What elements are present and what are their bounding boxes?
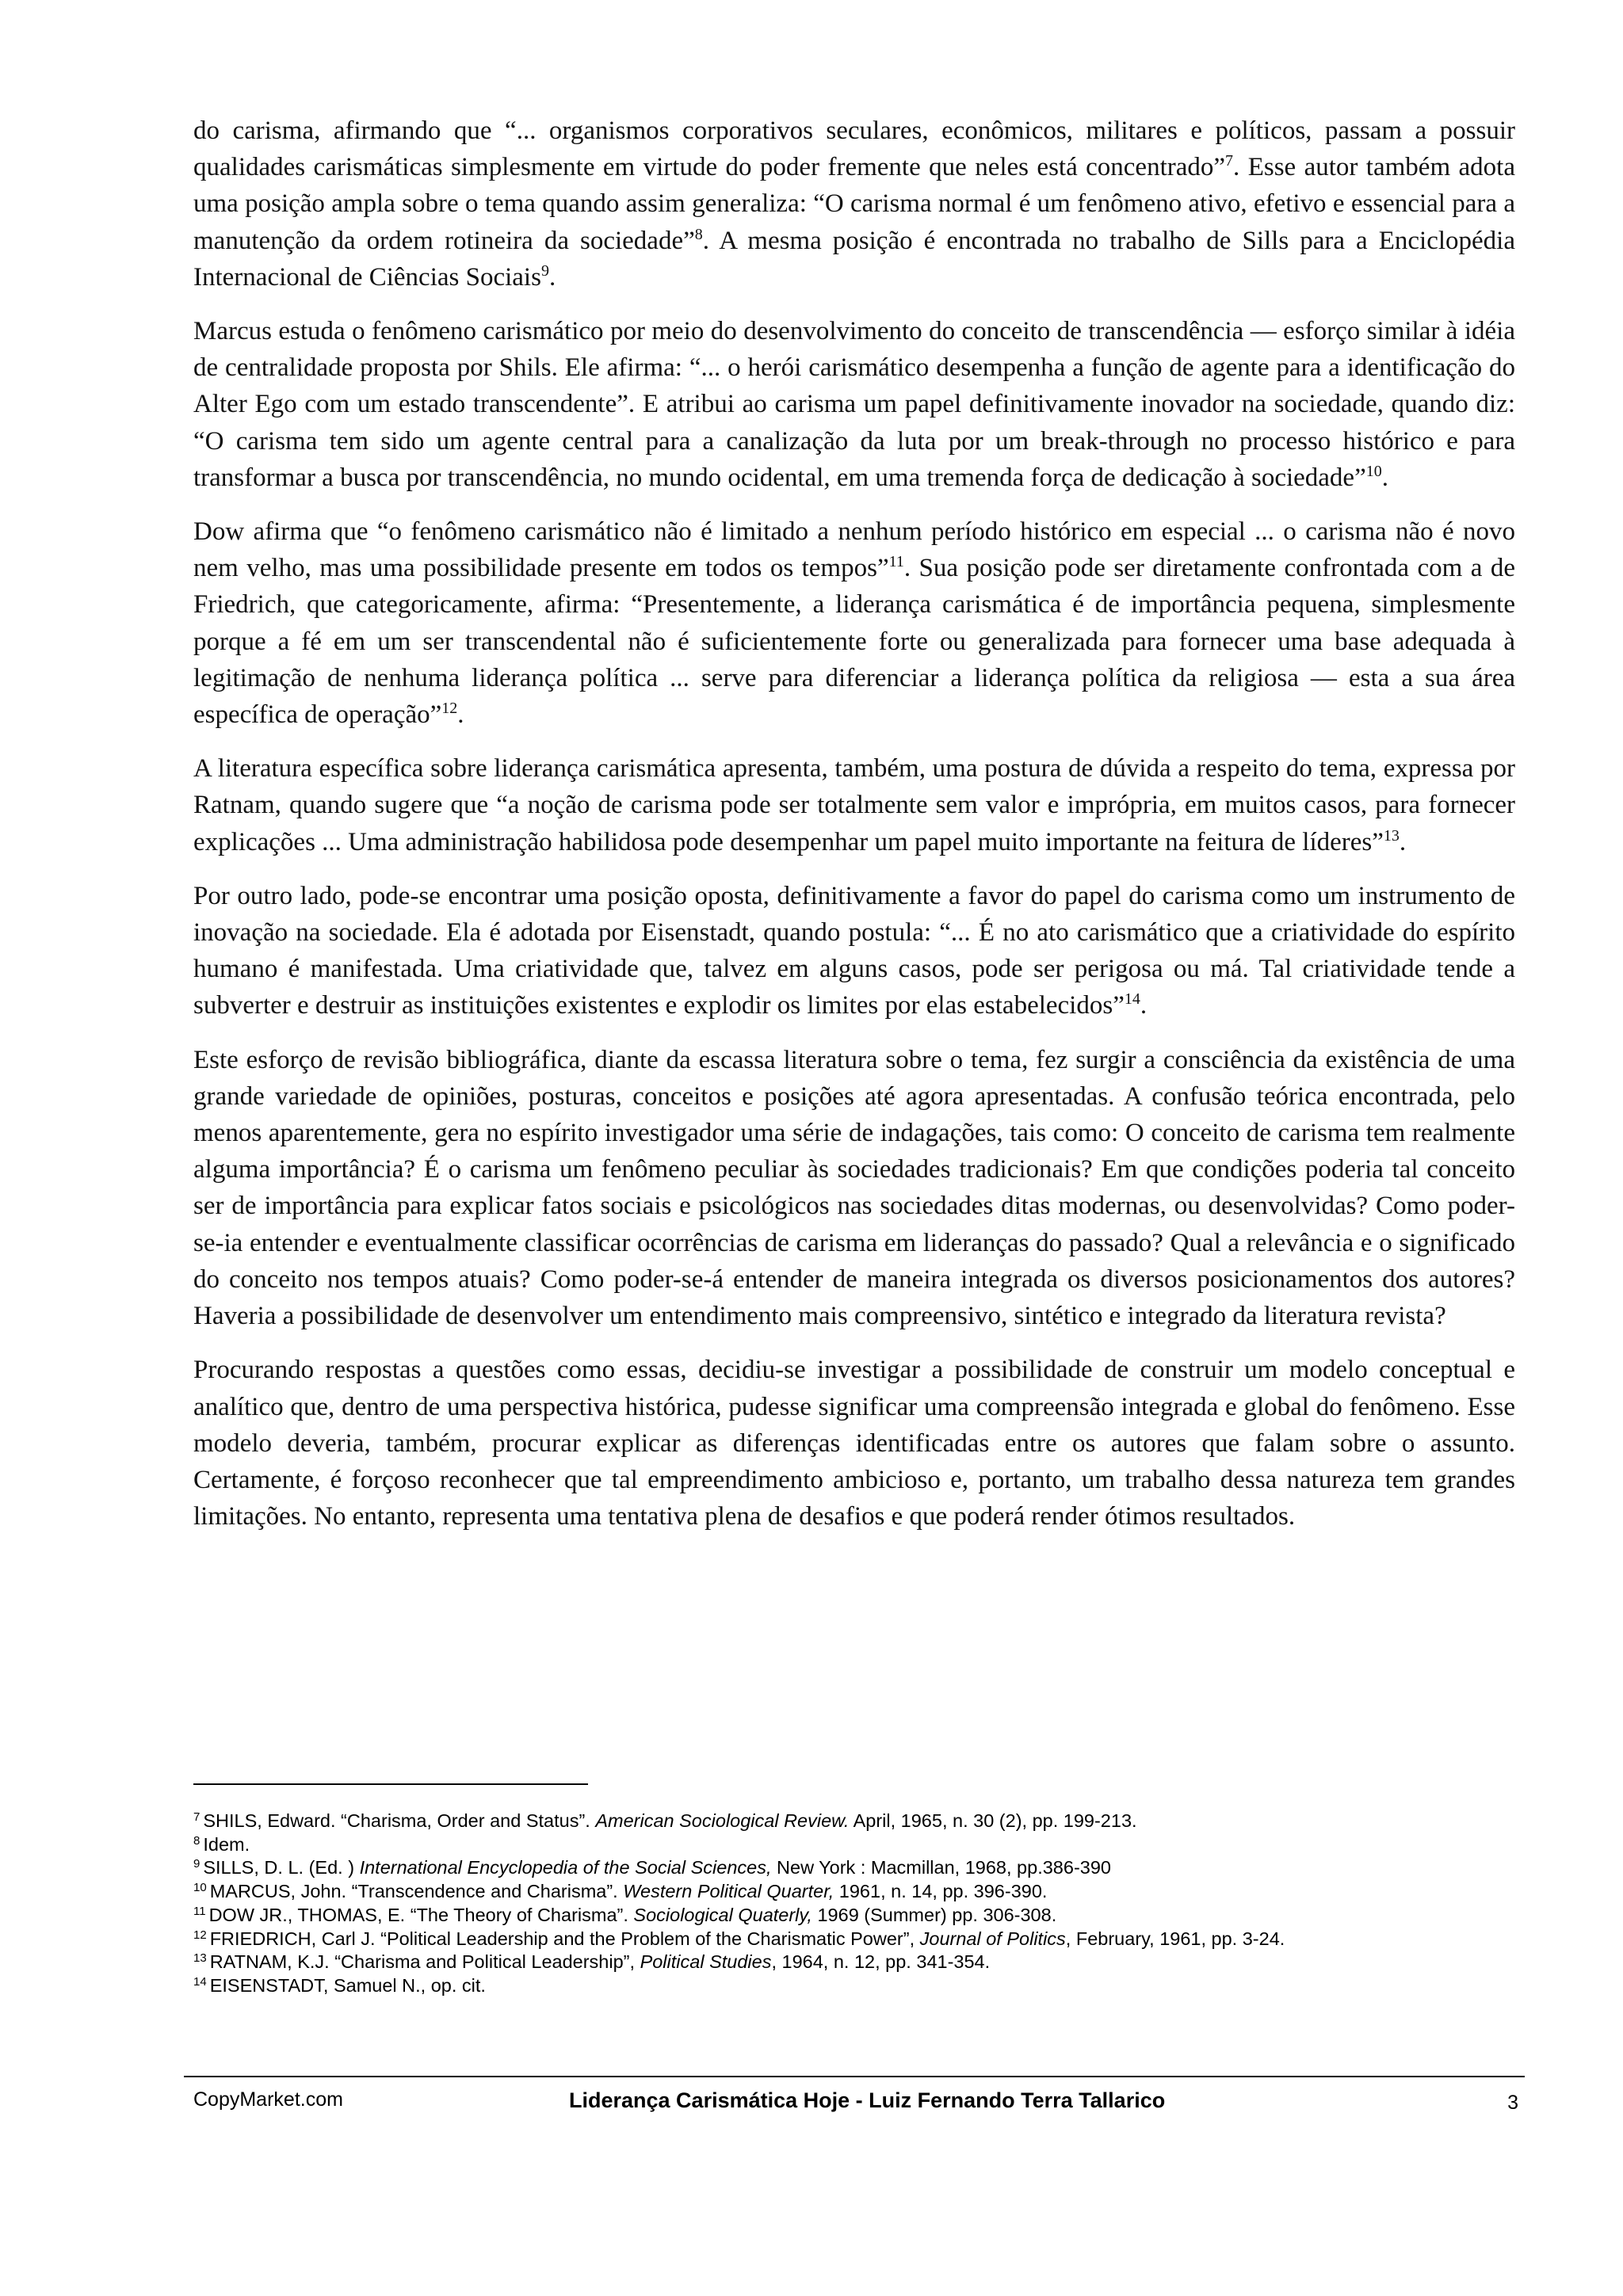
footer-title: Liderança Carismática Hoje - Luiz Fernando Terra Tallarico bbox=[569, 2088, 1166, 2112]
page-footer bbox=[193, 2088, 1518, 2120]
footnote-9: $^9$ SILLS, D. L. (Ed. ) International Encyclopedia of the Social Sciences, New York : Macmillan, 1968, pp.386-390 bbox=[193, 1857, 1111, 1878]
paragraph-2: Marcus estuda o fenômeno carismático por meio do desenvolvimento do conceito de transcendência — esforço similar à idéia de centralidade proposta por Shils. Ele afirma: “... o herói carismático desempenha a função de agente para a identificação do Alter Ego com um estado transcendente”. E atribui ao carisma um papel definitivamente inovador na sociedade, quando diz: “O carisma tem sido um agente central para a canalização da luta por um break-through no processo histórico e para transformar a busca por transcendência, no mundo ocidental, em uma tremenda força de dedicação à sociedade”$^{10}$. bbox=[193, 317, 1515, 492]
footnote-ref-12[interactable]: 12 bbox=[441, 700, 458, 718]
footnotes bbox=[193, 1810, 1541, 1998]
footnote-ref-8[interactable]: 8 bbox=[694, 225, 703, 243]
footnote-ref-9[interactable]: 9 bbox=[540, 261, 549, 280]
footnote-14: $^{14}$ EISENSTADT, Samuel N., op. cit. bbox=[193, 1974, 486, 1996]
footnote-ref-11[interactable]: 11 bbox=[888, 553, 904, 571]
page-number: 3 bbox=[1507, 2092, 1518, 2114]
paragraph-5: Por outro lado, pode-se encontrar uma posição oposta, definitivamente a favor do papel do carisma como um instrumento de inovação na sociedade. Ela é adotada por Eisenstadt, quando postula: “... É no ato carismático que a criatividade do espírito humano é manifestada. Uma criatividade que, talvez em alguns casos, pode ser perigosa ou má. Tal criatividade tende a subverter e destruir as instituições existentes e explodir os limites por elas estabelecidos”$^{14}$. bbox=[193, 881, 1515, 1020]
footer-divider bbox=[184, 2076, 1525, 2077]
footnote-8: $^8$ Idem. bbox=[193, 1833, 250, 1855]
footnote-7: $^7$ SHILS, Edward. “Charisma, Order and Status”. American Sociological Review. April, 1965, n. 30 (2), pp. 199-213. bbox=[193, 1810, 1137, 1831]
footnote-ref-10[interactable]: 10 bbox=[1365, 462, 1382, 480]
footnote-12: $^{12}$ FRIEDRICH, Carl J. “Political Leadership and the Problem of the Charismatic Power”, Journal of Politics, February, 1961, pp. 3-24. bbox=[193, 1928, 1285, 1949]
footnote-ref-13[interactable]: 13 bbox=[1383, 826, 1400, 845]
paragraph-1: do carisma, afirmando que “... organismos corporativos seculares, econômicos, militares e políticos, passam a possuir qualidades carismáticas simplesmente em virtude do poder fremente que neles está concentrado”$^7$. Esse autor também adota uma posição ampla sobre o tema quando assim generaliza: “O carisma normal é um fenômeno ativo, efetivo e essencial para a manutenção da ordem rotineira da sociedade”$^8$. A mesma posição é encontrada no trabalho de Sills para a Enciclopédia Internacional de Ciências Sociais$^9$. bbox=[193, 116, 1515, 292]
footer-site: CopyMarket.com bbox=[193, 2088, 343, 2111]
paragraph-6: Este esforço de revisão bibliográfica, diante da escassa literatura sobre o tema, fez surgir a consciência da existência de uma grande variedade de opiniões, posturas, conceitos e posições até agora apresentadas. A confusão teórica encontrada, pelo menos aparentemente, gera no espírito investigador uma série de indagações, tais como: O conceito de carisma tem realmente alguma importância? É o carisma um fenômeno peculiar às sociedades tradicionais? Em que condições poderia tal conceito ser de importância para explicar fatos sociais e psicológicos nas sociedades ditas modernas, ou desenvolvidas? Como poder-se-ia entender e eventualmente classificar ocorrências de carisma em lideranças do passado? Qual a relevância e o significado do conceito nos tempos atuais? Como poder-se-á entender de maneira integrada os diversos posicionamentos dos autores? Haveria a possibilidade de desenvolver um entendimento mais compreensivo, sintético e integrado da literatura revista? bbox=[193, 1045, 1515, 1331]
paragraph-3: Dow afirma que “o fenômeno carismático não é limitado a nenhum período histórico em especial ... o carisma não é novo nem velho, mas uma possibilidade presente em todos os tempos”$^{11}$. Sua posição pode ser diretamente confrontada com a de Friedrich, que categoricamente, afirma: “Presentemente, a liderança carismática é de importância pequena, simplesmente porque a fé em um ser transcendental não é suficientemente forte ou generalizada para fornecer uma base adequada à legitimação de nenhuma liderança política ... serve para diferenciar a liderança política da religiosa — esta a sua área específica de operação”$^{12}$. bbox=[193, 517, 1515, 730]
paragraph-7: Procurando respostas a questões como essas, decidiu-se investigar a possibilidade de construir um modelo conceptual e analítico que, dentro de uma perspectiva histórica, pudesse significar uma compreensão integrada e global do fenômeno. Esse modelo deveria, também, procurar explicar as diferenças identificadas entre os autores que falam sobre o assunto. Certamente, é forçoso reconhecer que tal empreendimento ambicioso e, portanto, um trabalho dessa natureza tem grandes limitações. No entanto, representa uma tentativa plena de desafios e que poderá render ótimos resultados. bbox=[193, 1356, 1515, 1531]
footnote-ref-7[interactable]: 7 bbox=[1225, 152, 1234, 170]
footnote-ref-14[interactable]: 14 bbox=[1124, 990, 1140, 1009]
body-text bbox=[193, 113, 1515, 1552]
footnote-13: $^{13}$ RATNAM, K.J. “Charisma and Political Leadership”, Political Studies, 1964, n. 12, pp. 341-354. bbox=[193, 1951, 991, 1973]
paragraph-4: A literatura específica sobre liderança carismática apresenta, também, uma postura de dúvida a respeito do tema, expressa por Ratnam, quando sugere que “a noção de carisma pode ser totalmente sem valor e imprópria, em muitos casos, para fornecer explicações ... Uma administração habilidosa pode desempenhar um papel muito importante na feitura de líderes”$^{13}$. bbox=[193, 754, 1515, 856]
footnote-11: $^{11}$ DOW JR., THOMAS, E. “The Theory of Charisma”. Sociological Quaterly, 1969 (Summer) pp. 306-308. bbox=[193, 1904, 1057, 1925]
footnote-10: $^{10}$ MARCUS, John. “Transcendence and Charisma”. Western Political Quarter, 1961, n. 14, pp. 396-390. bbox=[193, 1881, 1048, 1902]
footnote-divider bbox=[193, 1783, 588, 1785]
